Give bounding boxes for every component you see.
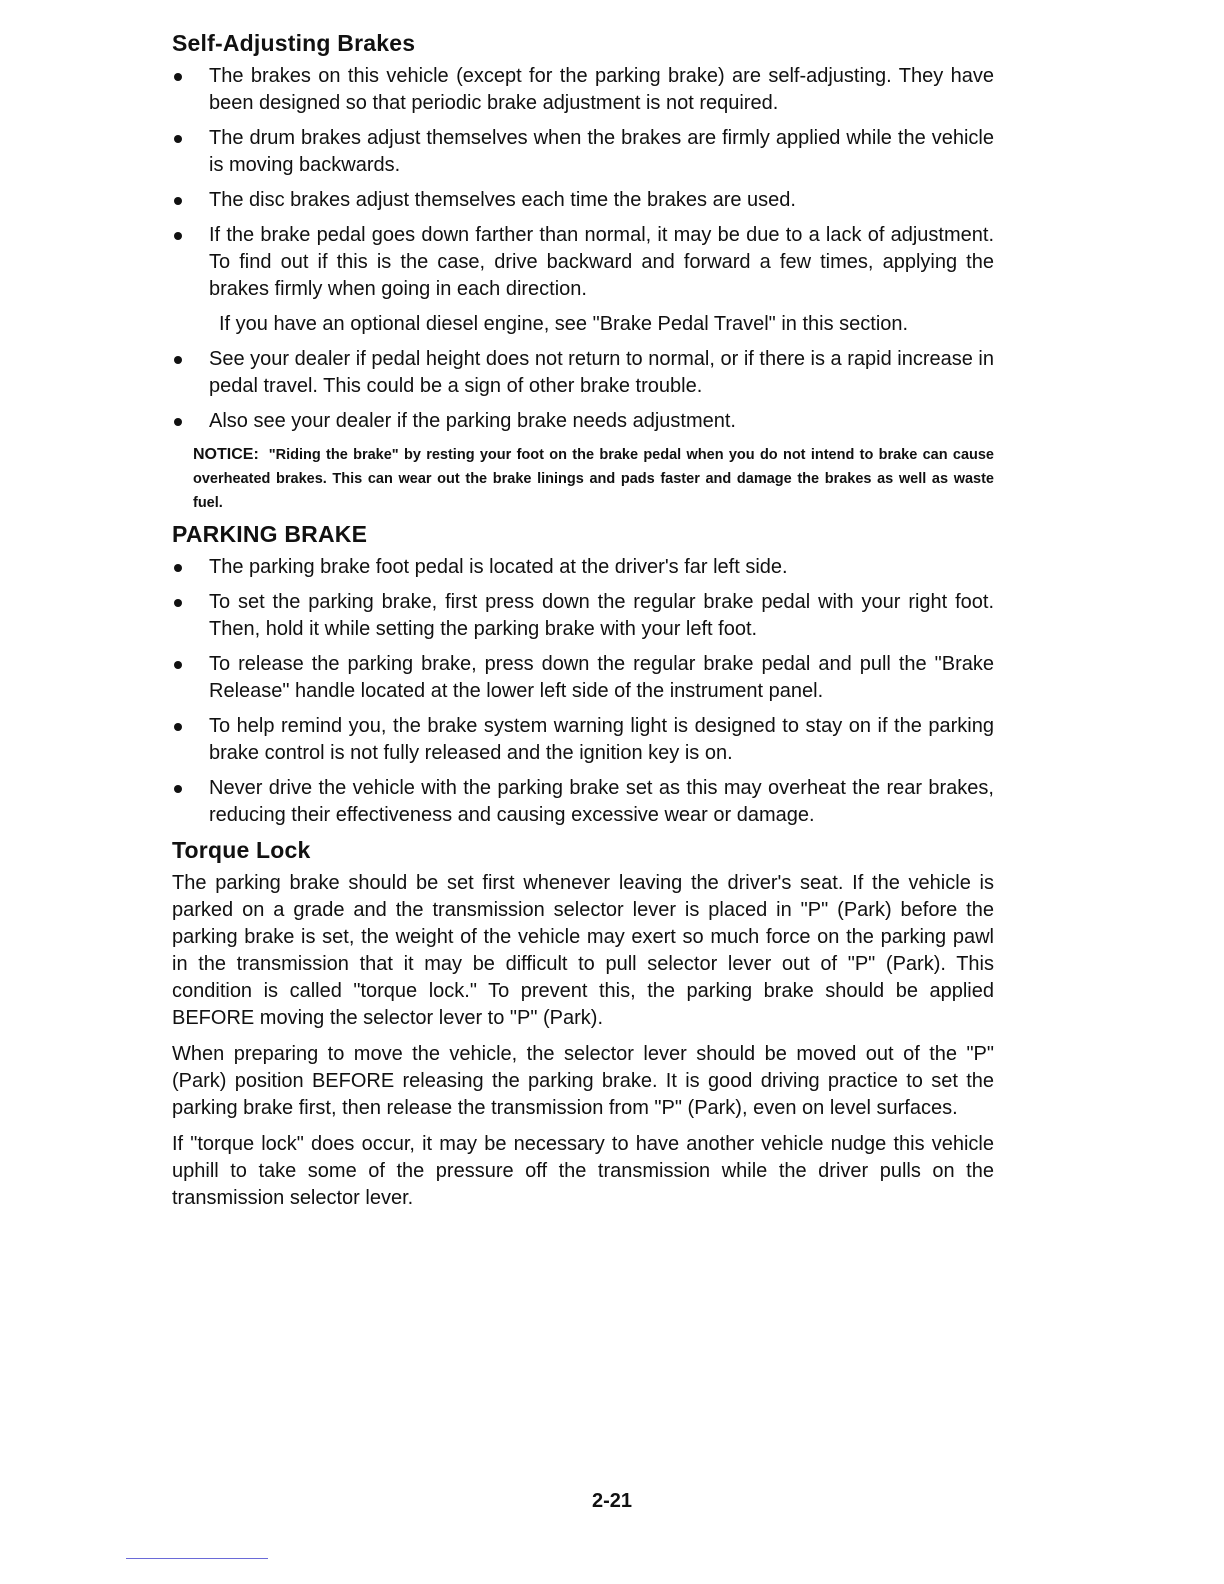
bullet-item: To help remind you, the brake system warning light is designed to stay on if the parking brake control is not fully released and the ignition key is on. bbox=[172, 713, 994, 767]
bullet-item: Never drive the vehicle with the parking brake set as this may overheat the rear brakes, reducing their effectiveness and causing excessive wear or damage. bbox=[172, 775, 994, 829]
manual-page bbox=[172, 30, 994, 1221]
section-title-self-adjusting: Self-Adjusting Brakes bbox=[172, 30, 416, 56]
bullet-item: If the brake pedal goes down farther than normal, it may be due to a lack of adjustment. To find out if this is the case, drive backward and forward a few times, applying the brakes firmly when going in each direction. bbox=[172, 222, 994, 303]
parking-brake-bullet-list bbox=[172, 554, 994, 829]
notice-text: "Riding the brake" by resting your foot on the brake pedal when you do not intend to brake can cause overheated brakes. This can wear out the brake linings and pads faster and damage the brakes as well as waste fuel. bbox=[193, 447, 994, 511]
bullet-item: To set the parking brake, first press down the regular brake pedal with your right foot. Then, hold it while setting the parking brake with your left foot. bbox=[172, 589, 994, 643]
section-title-parking-brake: PARKING BRAKE bbox=[172, 521, 368, 547]
torque-lock-paragraph: When preparing to move the vehicle, the selector lever should be moved out of the "P" (Park) position BEFORE releasing the parking brake. It is good driving practice to set the parking brake first, then release the transmission from "P" (Park), even on level surfaces. bbox=[172, 1043, 994, 1119]
bullet-item: Also see your dealer if the parking brake needs adjustment. bbox=[172, 408, 994, 435]
diesel-engine-note: If you have an optional diesel engine, see "Brake Pedal Travel" in this section. bbox=[219, 313, 909, 335]
self-adjusting-brakes-section bbox=[172, 30, 994, 515]
torque-lock-section bbox=[172, 837, 994, 1212]
section-title-torque-lock: Torque Lock bbox=[172, 837, 311, 863]
bullet-item: The disc brakes adjust themselves each time the brakes are used. bbox=[172, 187, 994, 214]
page-number: 2-21 bbox=[591, 1490, 633, 1512]
bullet-item: The parking brake foot pedal is located at the driver's far left side. bbox=[172, 554, 994, 581]
self-adjusting-bullet-list-continued bbox=[172, 346, 994, 435]
self-adjusting-bullet-list bbox=[172, 63, 994, 303]
notice-block bbox=[172, 443, 994, 515]
torque-lock-paragraph: The parking brake should be set first whenever leaving the driver's seat. If the vehicle is parked on a grade and the transmission selector lever is placed in "P" (Park) before the parking brake is set, the weight of the vehicle may exert so much force on the parking pawl in the transmission that it may be difficult to pull selector lever out of "P" (Park). This condition is called "torque lock." To prevent this, the parking brake should be applied BEFORE moving the selector lever to "P" (Park). bbox=[172, 872, 994, 1029]
parking-brake-section bbox=[172, 521, 994, 829]
bullet-item: See your dealer if pedal height does not return to normal, or if there is a rapid increase in pedal travel. This could be a sign of other brake trouble. bbox=[172, 346, 994, 400]
footer-rule bbox=[126, 1558, 268, 1559]
torque-lock-paragraph: If "torque lock" does occur, it may be necessary to have another vehicle nudge this vehicle uphill to take some of the pressure off the transmission while the driver pulls on the transmission selector lever. bbox=[172, 1133, 994, 1209]
bullet-item: To release the parking brake, press down the regular brake pedal and pull the "Brake Release" handle located at the lower left side of the instrument panel. bbox=[172, 651, 994, 705]
bullet-item: The brakes on this vehicle (except for the parking brake) are self-adjusting. They have been designed so that periodic brake adjustment is not required. bbox=[172, 63, 994, 117]
bullet-item: The drum brakes adjust themselves when the brakes are firmly applied while the vehicle is moving backwards. bbox=[172, 125, 994, 179]
notice-label: NOTICE: bbox=[193, 446, 259, 463]
